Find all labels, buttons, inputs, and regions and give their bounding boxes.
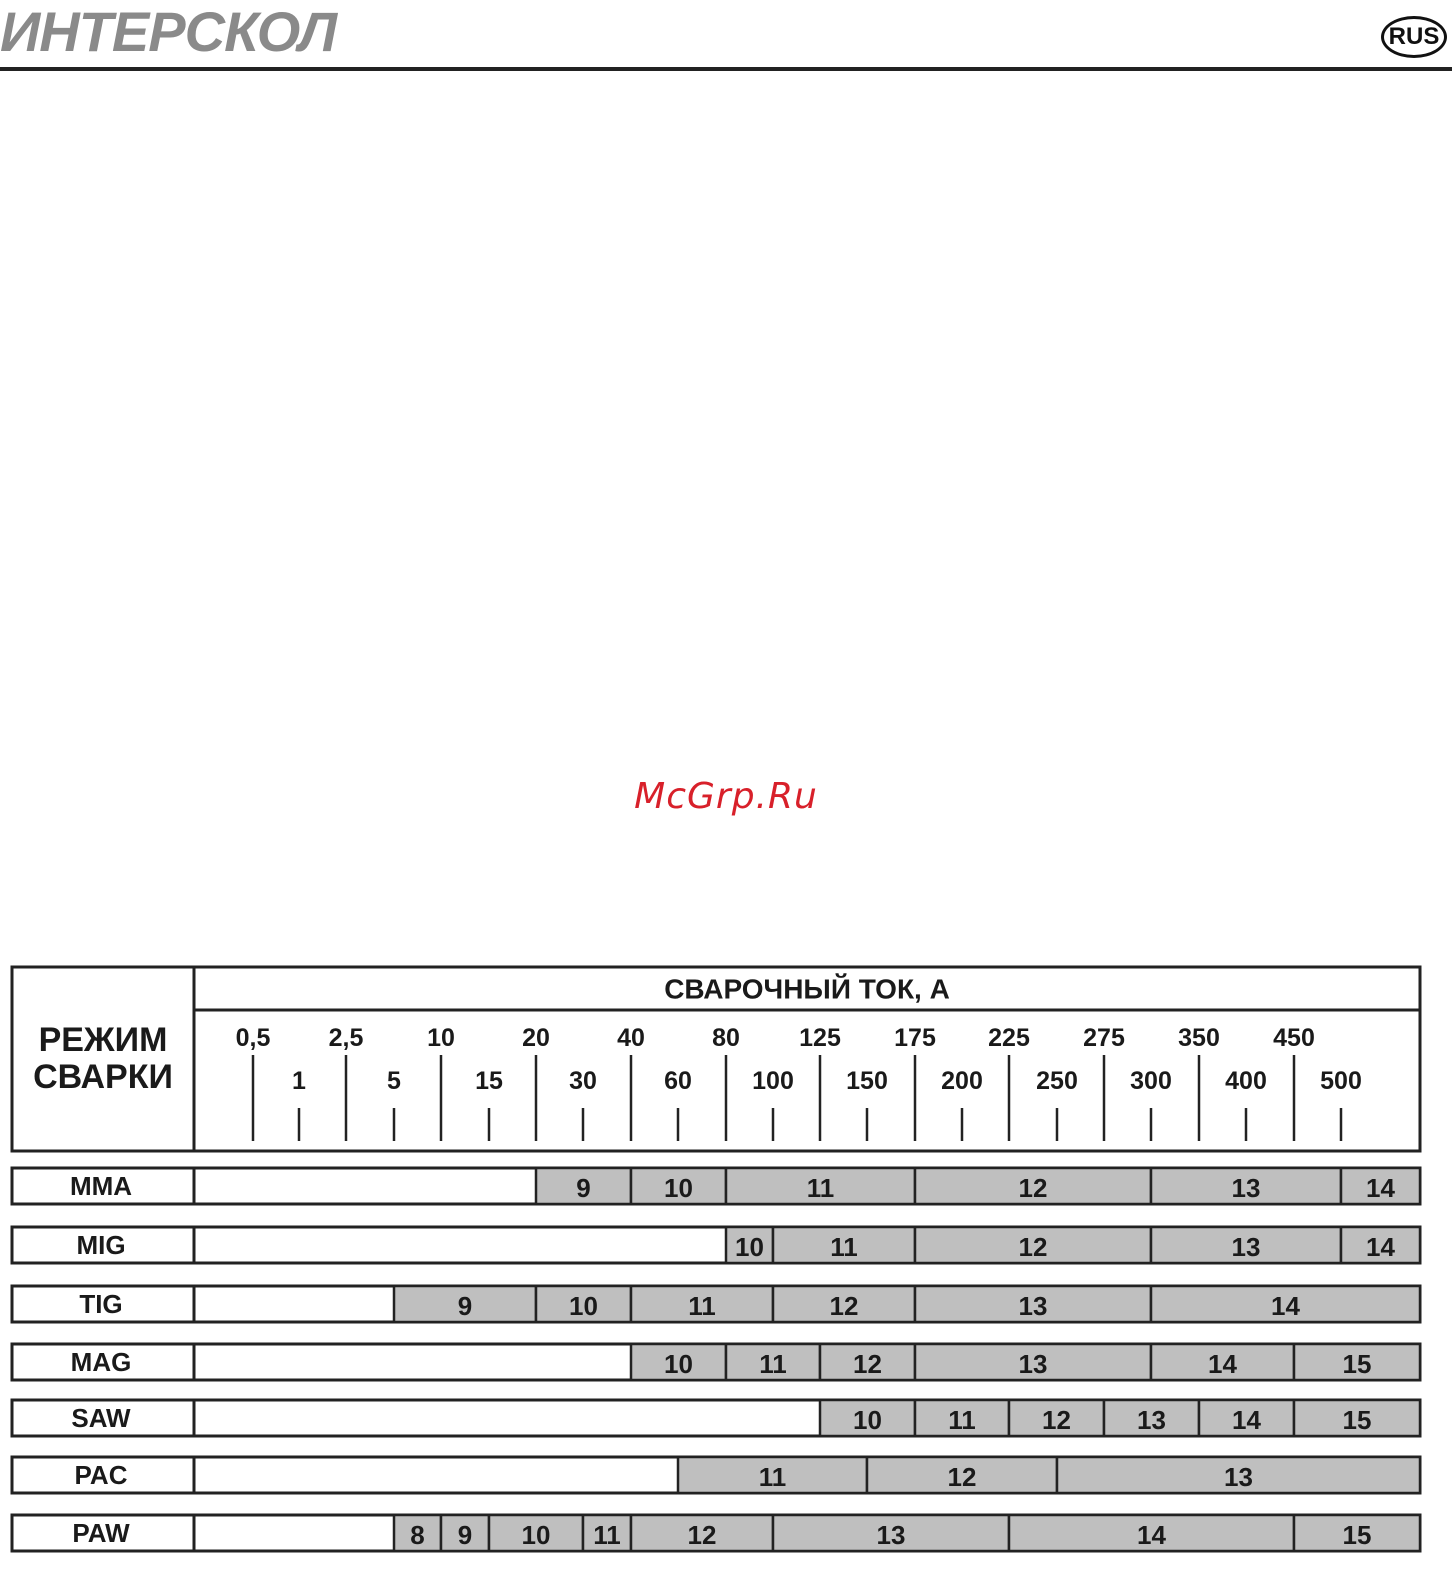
shade-number: 14 (1232, 1405, 1261, 1435)
scale-label-top: 10 (427, 1024, 455, 1052)
scale-label-top: 0,5 (235, 1024, 271, 1052)
shade-number: 14 (1366, 1232, 1395, 1262)
scale-label-top: 225 (988, 1024, 1030, 1052)
shade-number: 13 (1018, 1291, 1048, 1321)
shade-number: 15 (1342, 1405, 1372, 1435)
shade-number: 11 (806, 1173, 835, 1203)
shade-number: 11 (688, 1291, 716, 1321)
scale-label-bottom: 400 (1225, 1067, 1267, 1095)
shade-number: 13 (876, 1520, 906, 1550)
shade-number: 11 (593, 1520, 621, 1550)
mode-label: MMA (69, 1171, 133, 1201)
shade-number: 10 (664, 1173, 693, 1203)
shade-number: 10 (569, 1291, 598, 1321)
language-badge: RUS (1381, 16, 1447, 58)
shade-number: 14 (1366, 1173, 1395, 1203)
scale-label-bottom: 150 (846, 1067, 888, 1095)
scale-label-bottom: 30 (569, 1067, 597, 1095)
shade-number: 11 (758, 1462, 787, 1492)
mode-header-line1: РЕЖИМ (38, 1021, 168, 1059)
shade-number: 11 (948, 1405, 976, 1435)
mode-label: TIG (79, 1289, 123, 1319)
scale-label-bottom: 300 (1130, 1067, 1172, 1095)
mode-header-line2: СВАРКИ (33, 1058, 173, 1096)
scale-label-top: 275 (1083, 1024, 1125, 1052)
shade-number: 13 (1231, 1232, 1261, 1262)
shade-number: 10 (735, 1232, 764, 1262)
shade-number: 12 (1018, 1173, 1048, 1203)
shade-number: 12 (829, 1291, 859, 1321)
scale-label-bottom: 60 (664, 1067, 692, 1095)
scale-label-top: 125 (799, 1024, 841, 1052)
scale-label-bottom: 500 (1320, 1067, 1362, 1095)
scale-label-bottom: 250 (1036, 1067, 1078, 1095)
mode-label: MAG (70, 1347, 132, 1377)
current-header: СВАРОЧНЫЙ ТОК, А (664, 973, 950, 1005)
scale-label-top: 350 (1178, 1024, 1220, 1052)
shade-number: 10 (853, 1405, 882, 1435)
shade-number: 12 (947, 1462, 977, 1492)
intersckol-logo: ИНТЕРСКОЛ (0, 0, 337, 63)
shade-number: 9 (576, 1173, 591, 1203)
shade-number: 15 (1342, 1520, 1372, 1550)
shade-number: 13 (1224, 1462, 1253, 1492)
scale-label-bottom: 100 (752, 1067, 794, 1095)
shade-number: 11 (759, 1349, 787, 1379)
shade-number: 15 (1342, 1349, 1372, 1379)
scale-label-top: 80 (712, 1024, 740, 1052)
watermark-text: McGrp.Ru (634, 776, 818, 817)
scale-label-bottom: 200 (941, 1067, 983, 1095)
shade-number: 14 (1271, 1291, 1300, 1321)
scale-label-top: 2,5 (328, 1024, 364, 1052)
shade-number: 13 (1018, 1349, 1048, 1379)
mode-label: PAW (72, 1518, 130, 1548)
mode-label: PAC (74, 1460, 128, 1490)
scale-label-bottom: 1 (292, 1067, 306, 1095)
shade-number: 10 (664, 1349, 693, 1379)
scale-label-bottom: 5 (387, 1067, 401, 1095)
mode-label: SAW (71, 1403, 131, 1433)
shade-number: 14 (1137, 1520, 1166, 1550)
scale-label-top: 20 (522, 1024, 550, 1052)
shade-number: 10 (521, 1520, 551, 1550)
shade-number: 8 (410, 1520, 425, 1550)
scale-label-top: 450 (1273, 1024, 1315, 1052)
shade-number: 12 (853, 1349, 882, 1379)
scale-label-top: 40 (617, 1024, 645, 1052)
scale-label-bottom: 15 (475, 1067, 503, 1095)
shade-number: 12 (1018, 1232, 1048, 1262)
shade-number: 13 (1137, 1405, 1166, 1435)
shade-number: 14 (1208, 1349, 1237, 1379)
shade-number: 9 (457, 1520, 473, 1550)
mode-label: MIG (76, 1230, 126, 1260)
scale-label-top: 175 (894, 1024, 936, 1052)
shade-number: 11 (830, 1232, 858, 1262)
shade-number: 12 (1042, 1405, 1071, 1435)
shade-number: 13 (1231, 1173, 1261, 1203)
shade-number: 12 (687, 1520, 717, 1550)
shade-number: 9 (457, 1291, 473, 1321)
